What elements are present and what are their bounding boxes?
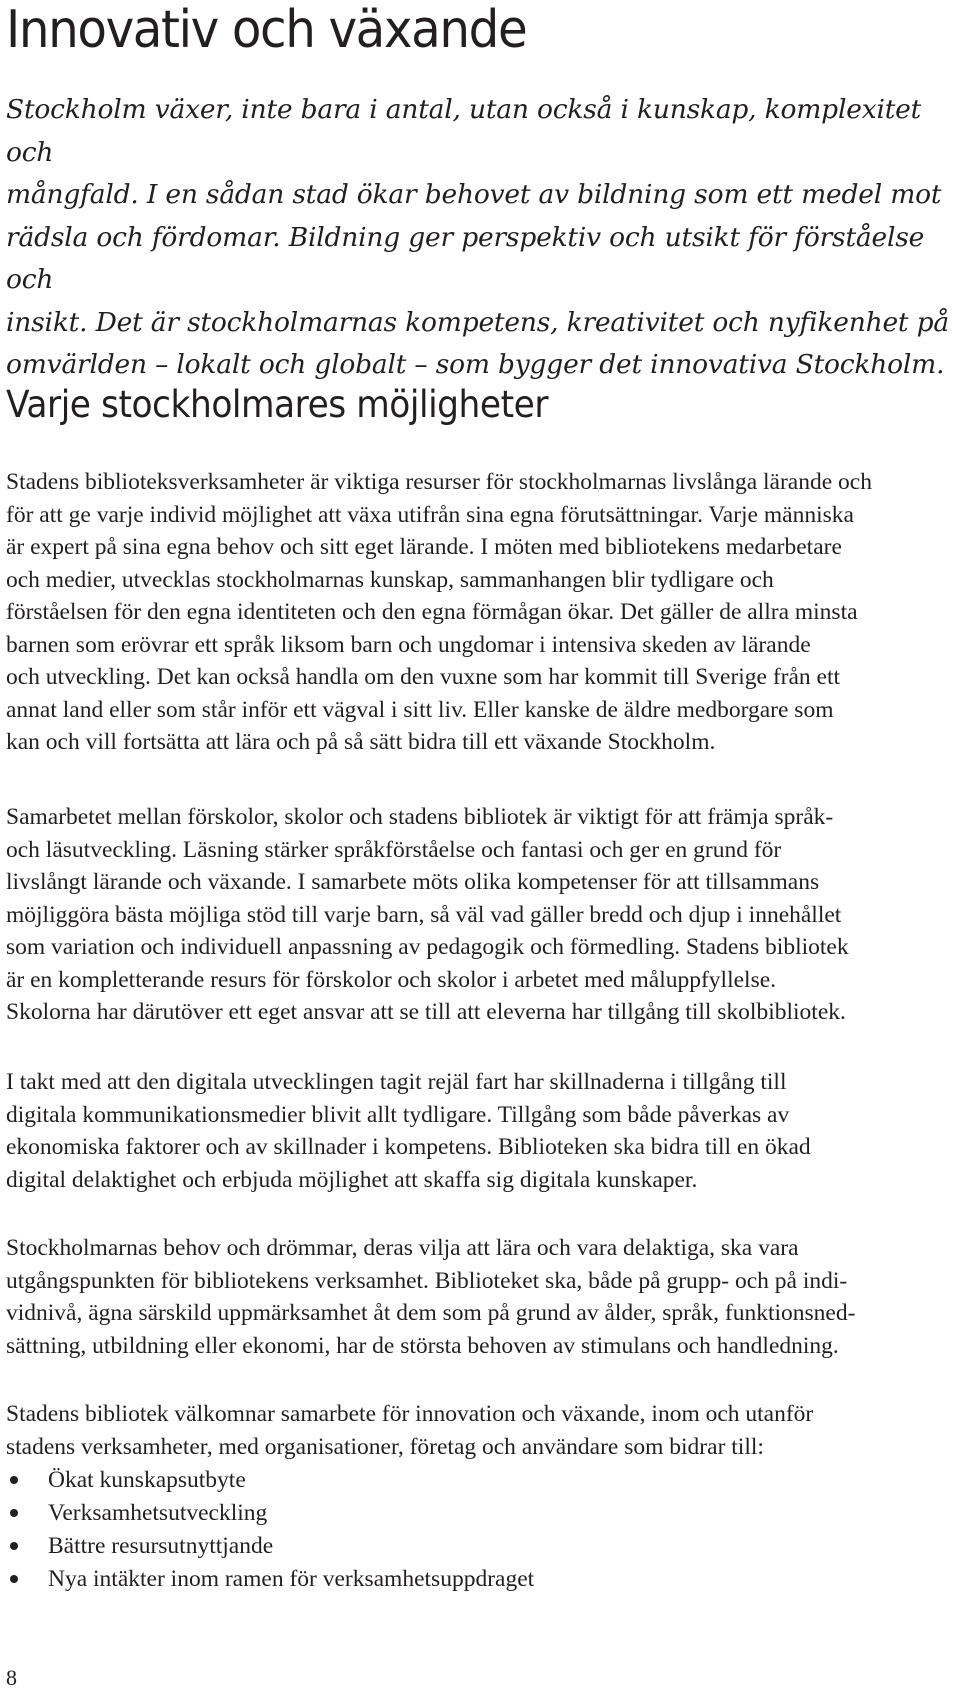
bullet-icon: [10, 1476, 18, 1484]
list-item: [6, 1464, 534, 1497]
body-paragraph: [6, 466, 956, 759]
list-item: [6, 1563, 534, 1596]
lead-line: Stockholm växer, inte bara i antal, utan också i kunskap, komplexitet och: [6, 94, 922, 168]
body-line: vidnivå, ägna särskild uppmärksamhet åt dem som på grund av ålder, språk, funktionsned-: [6, 1300, 856, 1326]
page-title: Innovativ och växande: [6, 0, 527, 60]
body-line: utgångspunkten för bibliotekens verksamhet. Biblioteket ska, både på grupp- och på indi-: [6, 1267, 848, 1294]
body-line: digital delaktighet och erbjuda möjlighet att skaffa sig digitala kunskaper.: [6, 1166, 698, 1193]
body-line: livslångt lärande och växande. I samarbete möts olika kompetenser för att tillsammans: [6, 869, 820, 895]
bullet-icon: [10, 1575, 18, 1583]
list-item-label: Verksamhetsutveckling: [48, 1500, 268, 1526]
page-number: 8: [6, 1665, 17, 1690]
list-item-label: Ökat kunskapsutbyte: [48, 1467, 246, 1493]
body-paragraph: [6, 1066, 956, 1196]
body-line: Stadens bibliotek välkomnar samarbete för innovation och växande, inom och utanför: [6, 1401, 814, 1427]
bullet-icon: [10, 1509, 18, 1517]
body-line: som variation och individuell anpassning av pedagogik och förmedling. Stadens bibliotek: [6, 934, 849, 960]
body-paragraph: [6, 1398, 956, 1463]
list-item: [6, 1530, 534, 1563]
lead-paragraph: [6, 89, 956, 387]
body-line: barnen som erövrar ett språk liksom barn och ungdomar i intensiva skeden av lärande: [6, 631, 811, 658]
body-line: möjliggöra bästa möjliga stöd till varje barn, så väl vad gäller bredd och djup i innehållet: [6, 901, 842, 928]
body-line: för att ge varje individ möjlighet att växa utifrån sina egna förutsättningar. Varje människa: [6, 501, 854, 528]
list-item-label: Bättre resursutnyttjande: [48, 1533, 274, 1559]
body-paragraph: [6, 1232, 956, 1362]
body-line: annat land eller som står inför ett vägval i sitt liv. Eller kanske de äldre medborgare som: [6, 696, 834, 723]
body-line: stadens verksamheter, med organisationer, företag och användare som bidrar till:: [6, 1433, 764, 1460]
lead-line: rädsla och fördomar. Bildning ger perspektiv och utsikt för förståelse och: [6, 221, 925, 295]
lead-line: omvärlden – lokalt och globalt – som bygger det innovativa Stockholm.: [6, 349, 945, 380]
body-paragraph: [6, 801, 956, 1029]
body-line: ekonomiska faktorer och av skillnader i kompetens. Biblioteken ska bidra till en ökad: [6, 1134, 811, 1160]
body-line: är expert på sina egna behov och sitt eget lärande. I möten med bibliotekens medarbetare: [6, 534, 842, 560]
body-line: I takt med att den digitala utvecklingen tagit rejäl fart har skillnaderna i tillgång till: [6, 1069, 787, 1095]
body-line: kan och vill fortsätta att lära och på så sätt bidra till ett växande Stockholm.: [6, 729, 716, 755]
body-line: är en kompletterande resurs för förskolor och skolor i arbetet med måluppfyllelse.: [6, 966, 777, 993]
lead-line: insikt. Det är stockholmarnas kompetens, kreativitet och nyfikenhet på: [6, 306, 949, 338]
lead-line: mångfald. I en sådan stad ökar behovet av bildning som ett medel mot: [6, 179, 942, 210]
body-line: och utveckling. Det kan också handla om den vuxne som har kommit till Sverige från ett: [6, 664, 841, 690]
body-line: Skolorna har därutöver ett eget ansvar att se till att eleverna har tillgång till skolbibliotek.: [6, 999, 846, 1025]
body-line: Stockholmarnas behov och drömmar, deras vilja att lära och vara delaktiga, ska vara: [6, 1235, 799, 1261]
body-line: Stadens biblioteksverksamheter är viktiga resurser för stockholmarnas livslånga lärande och: [6, 469, 872, 495]
body-line: förståelsen för den egna identiteten och den egna förmågan ökar. Det gäller de allra minsta: [6, 599, 858, 625]
list-item: [6, 1497, 534, 1530]
bullet-list: [6, 1464, 534, 1596]
body-line: Samarbetet mellan förskolor, skolor och stadens bibliotek är viktigt för att främja språk-: [6, 804, 834, 830]
section-heading: Varje stockholmares möjligheter: [6, 383, 549, 426]
bullet-icon: [10, 1542, 18, 1550]
body-line: sättning, utbildning eller ekonomi, har de största behoven av stimulans och handledning.: [6, 1332, 839, 1359]
list-item-label: Nya intäkter inom ramen för verksamhetsuppdraget: [48, 1566, 535, 1592]
body-line: digitala kommunikationsmedier blivit allt tydligare. Tillgång som både påverkas av: [6, 1101, 790, 1128]
body-line: och läsutveckling. Läsning stärker språkförståelse och fantasi och ger en grund för: [6, 836, 782, 863]
body-line: och medier, utvecklas stockholmarnas kunskap, sammanhangen blir tydligare och: [6, 566, 774, 593]
